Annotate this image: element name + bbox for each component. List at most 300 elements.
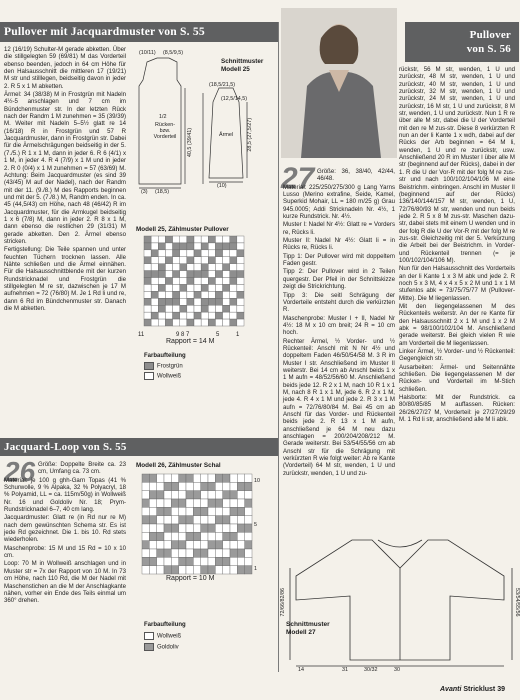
schnitt-diagram-25 (129, 48, 277, 198)
model-number-26: 26 (4, 456, 36, 487)
grid-cell (194, 312, 201, 319)
grid-cell (223, 264, 230, 271)
color-swatch (144, 643, 154, 651)
footer-brand: Avanti (440, 686, 462, 693)
grid-cell (179, 566, 186, 574)
ärmel-label: Ärmel (219, 132, 234, 138)
grid-cell (171, 482, 178, 490)
grid-cell (223, 257, 230, 264)
grid-cell (230, 257, 237, 264)
grid-cell (245, 507, 252, 515)
grid-cell (186, 491, 193, 499)
grid-cell (151, 305, 158, 312)
grid-cell (194, 264, 201, 271)
grid-cell (165, 278, 172, 285)
grid-cell (149, 524, 156, 532)
grid-cell (237, 291, 244, 298)
grid-cell (180, 291, 187, 298)
grid-cell (208, 532, 215, 540)
grid-cell (215, 236, 222, 243)
grid-cell (144, 278, 151, 285)
grid-cell (215, 250, 222, 257)
schnitt-title: Schnittmuster (221, 58, 264, 65)
grid-cell (194, 298, 201, 305)
grid-cell (157, 541, 164, 549)
grid-cell (144, 264, 151, 271)
grid-cell (208, 236, 215, 243)
legend-label: Wollweiß (157, 373, 182, 380)
grid-cell (208, 319, 215, 326)
grid-cell (157, 557, 164, 565)
grid-cell (215, 557, 222, 565)
grid-cell (142, 532, 149, 540)
grid-cell (201, 532, 208, 540)
grid-cell (201, 566, 208, 574)
schnitt-subtitle: Modell 25 (221, 66, 250, 73)
grid-cell (237, 557, 244, 565)
grid-cell (215, 549, 222, 557)
dim-label: (3) (141, 189, 148, 195)
grid-cell (187, 250, 194, 257)
grid-cell (245, 557, 252, 565)
grid-cell (165, 264, 172, 271)
grid-cell (215, 305, 222, 312)
grid-cell (158, 264, 165, 271)
grid-cell (230, 250, 237, 257)
grid-cell (245, 532, 252, 540)
grid-cell (186, 557, 193, 565)
grid-cell (157, 524, 164, 532)
rapport-label: Rapport = 14 M (166, 338, 215, 345)
grid-cell (144, 250, 151, 257)
grid-cell (180, 319, 187, 326)
paragraph: Ärmel: 34 (38/38) M in Frostgrün mit Nadeln 4½-5 anschlagen und 7 cm im Bündchenmuster str. In der letzten Rück nach der Randm 1 M zunehmen = 35 (39/39) M. Weiter mit Nadeln 5–5½ glatt re 14 (16/18) R in Frostgrün und 57 R Jacquardmuster, dann in Frostgrün str. Dabei für die Ärmelschrägungen beidseitig in der 5. (7./5.) R 1 x 1 M, dann in jeder 6. R 6 (4/1) x 1 M, in jeder 4. R 4 (7/9) x 1 M und in jeder 2. R 0 (0/4) x 1 M zunehmen = 57 (63/69) M. Achtung: Beim Jacquardmuster (es sind 39 (43/45) M auf der Nadel), nach der Randm mit der 11. (9./8.) M des Rapports beginnen und mit der 5. (7./8.) M, Randm enden. In ca. 45 (44,5/43) cm Höhe, nach 48 (46/42) R im Jacquardmuster, für die Armkugel beidseitig 1 x 6 (7/8) M, dann in jeder 2. R 8 x 1 M, dann ebenso die restlichen 29 (31/31) M gerade abketten. Den 2. Ärmel ebenso stricken. (4, 91, 126, 245)
grid-cell (201, 298, 208, 305)
paragraph: rückstr, 56 M str, wenden, 1 U und zurückstr, 48 M str, wenden, 1 U und zurückstr, 40 M str, wenden, 1 U und zurückstr, 32 M str, wenden, 1 U und zurückstr, 24 M str, wenden, 1 U und zurückstr, 16 M str, 1 U und zurückstr, 8 M str, wenden, 1 U und zurückstr. Nun 1 R re über alle M str, dabei die U der Vorderteil mit den re M zus-str. Diese 8 verkürzten R nun an der li Kante 1 x wdh, dabei auf der Rücks der Arb beginnen = 64 M li, wenden, 1 U und re zurückstr, usw. Anschließend 20 R im Muster I über alle M str (beginnend auf der Rücks), dabei in der 1. R die U der Vor-R mit der folg M re zus-str und nach 100/102/104/106 M eine Beistrichm. einbringen. Anschl im Muster II (beginnend auf der Rücks) 136/140/144/157 M str, wenden, 1 U, 72/76/80/93 M str, wenden und nun beids jede 2. R 5 x 8 M zus-str. Maschen dazu-str, dabei stets mit einem U wenden und in der folg R die U der Vor-R mit der folg M re zus-str. Gleichzeitig mit der 5. Verkürzung die Arbeit bei der Beistrichm. in Vorder- und Rückenteil trennen (= je 100/102/104/106 M). (399, 66, 515, 264)
grid-cell (201, 305, 208, 312)
grid-cell (237, 243, 244, 250)
grid-cell (208, 278, 215, 285)
grid-cell (208, 482, 215, 490)
grid-cell (187, 319, 194, 326)
row-number: 10 (254, 478, 260, 484)
grid-cell (237, 499, 244, 507)
paragraph: Tipp 2: Der Pullover wird in 2 Teilen quergestr. Der Pfeil in der Schnittskizze zeigt die Strickrichtung. (283, 268, 395, 291)
grid-cell (149, 532, 156, 540)
grid-cell (193, 549, 200, 557)
grid-cell (245, 516, 252, 524)
grid-cell (223, 319, 230, 326)
grid-cell (151, 264, 158, 271)
paragraph: Mit den liegengelassenen M des Rückenteils weiterstr. An der re Kante für den Halsausschnitt 2 x 1 M und 1 x 2 M abk = 98/100/102/104 M. Anschließend gerade weiterstr. Bei gleich vielen R wie am Vorderteil die M liegenlassen. (399, 303, 515, 347)
grid-cell (144, 305, 151, 312)
dim-label: 31 (342, 667, 348, 673)
grid-cell (208, 474, 215, 482)
grid-cell (158, 298, 165, 305)
grid-cell (193, 566, 200, 574)
page-number: 39 (497, 686, 506, 693)
grid-cell (187, 291, 194, 298)
legend-title: Farbaufteilung (144, 622, 186, 628)
grid-cell (179, 507, 186, 515)
grid-cell (237, 257, 244, 264)
grid-cell (194, 291, 201, 298)
paragraph: Tipp 3: Die seitl Schrägung der Vorderteile entsteht durch die verkürzten R. (283, 291, 395, 314)
grid-cell (149, 482, 156, 490)
grid-cell (173, 278, 180, 285)
grid-cell (194, 250, 201, 257)
grid-cell (215, 291, 222, 298)
legend-item (144, 632, 181, 640)
row-number: 1 (236, 332, 240, 338)
grid-cell (215, 319, 222, 326)
grid-cell (165, 250, 172, 257)
grid-cell (194, 319, 201, 326)
grid-cell (142, 474, 149, 482)
grid-cell (179, 532, 186, 540)
text-column-3 (399, 66, 515, 425)
grid-cell (186, 516, 193, 524)
grid-cell (173, 284, 180, 291)
grid-cell (223, 278, 230, 285)
grid-cell (215, 243, 222, 250)
grid-cell (171, 524, 178, 532)
grid-cell (230, 549, 237, 557)
grid-cell (144, 236, 151, 243)
grid-cell (158, 284, 165, 291)
grid-cell (201, 499, 208, 507)
column-divider (278, 22, 279, 672)
grid-cell (215, 257, 222, 264)
paragraph: Fertigstellung: Die Teile spannen und unter feuchten Tüchern trocknen lassen. Alle Nähte schließen und die Ärmel einnähen. Für die Halsausschnittblende mit der kurzen Rundstricknadel und Frostgrün die stillgelegten M re str, dazwischen je 17 M aufnehmen = 72 (76/80) M. Je 1 Rd li und re, dann 6 Rd im Bündchenmuster str. Danach die M abketten. (4, 246, 126, 313)
grid-cell (180, 243, 187, 250)
grid-cell (237, 319, 244, 326)
grid-cell (215, 541, 222, 549)
grid-cell (201, 243, 208, 250)
grid-cell (164, 549, 171, 557)
grid-cell (186, 541, 193, 549)
grid-cell (164, 482, 171, 490)
paragraph: Muster II: Nadel Nr 4½: Glatt li = in Rücks re, Rücks li. (283, 237, 395, 252)
header-title: Pullover mit Jacquardmuster von S. 55 (4, 25, 205, 38)
grid-cell (186, 549, 193, 557)
grid-cell (245, 549, 252, 557)
header-line: Pullover (469, 29, 511, 41)
grid-cell (208, 298, 215, 305)
grid-cell (149, 557, 156, 565)
grid-cell (187, 236, 194, 243)
grid-cell (230, 298, 237, 305)
grid-cell (142, 507, 149, 515)
grid-cell (201, 507, 208, 515)
chart-model-25 (136, 226, 276, 396)
grid-cell (237, 250, 244, 257)
grid-cell (223, 524, 230, 532)
dim-label: (12,5/14,5) (221, 96, 248, 102)
grid-cell (151, 291, 158, 298)
dim-label: (10) (217, 183, 227, 189)
header-title: Jacquard-Loop von S. 55 (4, 441, 127, 453)
grid-cell (157, 507, 164, 515)
grid-cell (164, 499, 171, 507)
grid-cell (208, 557, 215, 565)
paragraph: Größe: Doppelte Breite ca. 23 cm, Umfang ca. 73 cm. (38, 461, 126, 476)
grid-cell (142, 516, 149, 524)
schnitt-diagram-27 (282, 468, 518, 673)
grid-cell (223, 284, 230, 291)
grid-cell (208, 284, 215, 291)
model-photo (281, 8, 397, 158)
grid-cell (208, 541, 215, 549)
grid-cell (223, 516, 230, 524)
grid-cell (208, 291, 215, 298)
grid-cell (180, 264, 187, 271)
dim-label: (18,5/21,5) (209, 82, 236, 88)
grid-cell (165, 319, 172, 326)
grid-cell (165, 291, 172, 298)
grid-cell (144, 271, 151, 278)
grid-cell (179, 474, 186, 482)
grid-cell (215, 264, 222, 271)
grid-cell (215, 474, 222, 482)
grid-cell (223, 532, 230, 540)
grid-cell (245, 524, 252, 532)
grid-cell (171, 532, 178, 540)
dim-label: (18,5) (155, 189, 170, 195)
grid-cell (230, 284, 237, 291)
grid-cell (193, 491, 200, 499)
grid-cell (230, 474, 237, 482)
grid-cell (215, 524, 222, 532)
grid-cell (151, 298, 158, 305)
grid-cell (157, 499, 164, 507)
grid-cell (230, 532, 237, 540)
grid-cell (237, 532, 244, 540)
grid-cell (193, 557, 200, 565)
grid-cell (223, 271, 230, 278)
grid-cell (186, 532, 193, 540)
grid-cell (142, 482, 149, 490)
grid-cell (215, 507, 222, 515)
header-line: von S. 56 (466, 43, 511, 55)
grid-cell (165, 243, 172, 250)
paragraph: Material: je 100 g ghh-Garn Topas (41 % Schurwolle, 9 % Alpaka, 32 % Polyacryl, 18 % Polyamid, LL = ca. 115m/50g) in Wollweiß Nr. 16 und Goldoliv Nr. 18; Prym-Rundstricknadel 6–7, 40 cm lang. (4, 476, 126, 514)
grid-cell (142, 499, 149, 507)
legend-title: Farbaufteilung (144, 353, 186, 359)
grid-cell (187, 312, 194, 319)
color-swatch (144, 372, 154, 380)
grid-cell (179, 557, 186, 565)
grid-cell (215, 284, 222, 291)
grid-cell (171, 507, 178, 515)
grid-cell (164, 507, 171, 515)
grid-cell (223, 507, 230, 515)
grid-cell (208, 491, 215, 499)
grid-cell (164, 557, 171, 565)
grid-cell (193, 532, 200, 540)
grid-cell (187, 271, 194, 278)
grid-cell (157, 532, 164, 540)
grid-cell (180, 278, 187, 285)
grid-cell (208, 243, 215, 250)
grid-cell (186, 482, 193, 490)
grid-cell (186, 499, 193, 507)
grid-cell (215, 482, 222, 490)
grid-cell (208, 549, 215, 557)
grid-cell (223, 291, 230, 298)
grid-cell (230, 491, 237, 499)
grid-cell (173, 305, 180, 312)
grid-cell (208, 312, 215, 319)
grid-cell (215, 532, 222, 540)
grid-cell (142, 557, 149, 565)
grid-cell (245, 482, 252, 490)
grid-cell (215, 312, 222, 319)
grid-cell (194, 236, 201, 243)
grid-cell (193, 499, 200, 507)
grid-cell (187, 298, 194, 305)
grid-cell (215, 298, 222, 305)
grid-cell (223, 312, 230, 319)
grid-cell (201, 236, 208, 243)
grid-cell (208, 250, 215, 257)
grid-cell (201, 271, 208, 278)
grid-cell (230, 312, 237, 319)
grid-cell (208, 507, 215, 515)
half-label: 1/2 (159, 114, 167, 120)
grid-cell (230, 236, 237, 243)
grid-cell (180, 250, 187, 257)
grid-cell (149, 499, 156, 507)
grid-cell (158, 305, 165, 312)
grid-cell (144, 284, 151, 291)
grid-cell (230, 264, 237, 271)
grid-cell (171, 499, 178, 507)
text-column-1 (4, 46, 126, 313)
grid-cell (158, 257, 165, 264)
grid-cell (237, 236, 244, 243)
chart-title: Modell 26, Zählmuster Schal (136, 462, 221, 469)
grid-cell (237, 482, 244, 490)
section-header-jacquard-loop (0, 438, 279, 456)
grid-cell (193, 524, 200, 532)
grid-cell (237, 312, 244, 319)
grid-cell (186, 566, 193, 574)
color-swatch (144, 632, 154, 640)
paragraph: Material: 225/250/275/300 g Lang Yarns Lusso (Merino extrafine, Seide, Kamel, Superkid Mohair, LL = 180 m/25 g) Grau 945.0005; Addi Stricknadeln Nr. 4½, 1 kurze Rundstrick. Nr. 4½. (283, 183, 395, 221)
paragraph: Tipp 1: Der Pullover wird mit doppeltem Faden gestr. (283, 252, 395, 268)
grid-cell (201, 557, 208, 565)
grid-cell (158, 250, 165, 257)
model-number-27: 27 (281, 162, 315, 195)
grid-cell (144, 298, 151, 305)
grid-cell (142, 566, 149, 574)
grid-cell (158, 278, 165, 285)
schnitt-title: Schnittmuster (286, 621, 330, 628)
grid-cell (144, 257, 151, 264)
grid-cell (171, 566, 178, 574)
grid-cell (179, 541, 186, 549)
grid-cell (142, 491, 149, 499)
grid-cell (171, 541, 178, 549)
paragraph: Linker Ärmel, ½ Vorder- und ½ Rückenteil: Gegengleich str. (399, 348, 515, 363)
row-number: 9 8 7 (176, 332, 190, 338)
grid-cell (180, 312, 187, 319)
paragraph: Halsborte: Mit der Rundstrick. ca 80/80/85/85 M auffassen. Rücken: 26/26/27/27 M, Vorderteil: je 27/27/29/29 M. 1 Rd li str, anschließend alle M li abk. (399, 394, 515, 424)
grid-cell (237, 264, 244, 271)
grid-cell (157, 549, 164, 557)
grid-cell (173, 264, 180, 271)
grid-cell (149, 541, 156, 549)
paragraph: Größe: 36, 38/40, 42/44, 46/48. (317, 168, 395, 183)
footer-mag: Stricklust (463, 686, 496, 693)
text-column-loop (4, 461, 126, 606)
grid-cell (142, 549, 149, 557)
grid-cell (194, 305, 201, 312)
grid-cell (187, 278, 194, 285)
legend-label: Wollweiß (157, 633, 182, 640)
grid-cell (164, 541, 171, 549)
grid-cell (208, 524, 215, 532)
grid-cell (237, 298, 244, 305)
grid-cell (230, 319, 237, 326)
grid-cell (208, 305, 215, 312)
chart-title: Modell 25, Zählmuster Pullover (136, 226, 229, 233)
grid-cell (142, 541, 149, 549)
grid-cell (230, 566, 237, 574)
grid-cell (223, 541, 230, 549)
grid-cell (230, 557, 237, 565)
grid-cell (149, 566, 156, 574)
dim-label: 40,5 (39/41) (187, 128, 193, 158)
legend-item (144, 643, 179, 651)
grid-cell (230, 243, 237, 250)
dim-label: 30/32 (364, 667, 378, 673)
grid-cell (149, 516, 156, 524)
grid-cell (171, 549, 178, 557)
grid-cell (179, 524, 186, 532)
grid-cell (164, 566, 171, 574)
paragraph: 12 (16/19) Schulter-M gerade abketten. Über die stillgelegten 59 (69/81) M das Vorderteil ebenso beenden, jedoch in 64 cm Höhe für den Halsausschnitt die mittleren 17 (19/21) M str und stilllegen, beidseitig davon in jeder 2. R 5 x 1 M abketten. (4, 46, 126, 90)
grid-cell (151, 319, 158, 326)
grid-cell (223, 566, 230, 574)
grid-cell (180, 236, 187, 243)
grid-cell (223, 482, 230, 490)
grid-cell (171, 474, 178, 482)
grid-cell (215, 271, 222, 278)
grid-cell (173, 236, 180, 243)
grid-cell (201, 250, 208, 257)
grid-cell (201, 278, 208, 285)
grid-cell (201, 524, 208, 532)
grid-cell (223, 557, 230, 565)
grid-cell (201, 482, 208, 490)
rücken-label: Rücken- bzw. Vorderteil (153, 122, 177, 141)
grid-cell (215, 499, 222, 507)
grid-cell (164, 491, 171, 499)
grid-cell (165, 298, 172, 305)
grid-cell (201, 474, 208, 482)
grid-cell (158, 243, 165, 250)
grid-cell (237, 566, 244, 574)
paragraph: Maschenprobe: Muster I + II, Nadel Nr 4½: 18 M x 10 cm breit; 24 R = 10 cm hoch. (283, 314, 395, 337)
section-header-pullover-jacquard (0, 22, 279, 42)
row-number: 1 (254, 566, 257, 572)
grid-cell (142, 524, 149, 532)
grid-cell (149, 507, 156, 515)
pattern-grid-26 (142, 474, 252, 574)
grid-cell (215, 278, 222, 285)
